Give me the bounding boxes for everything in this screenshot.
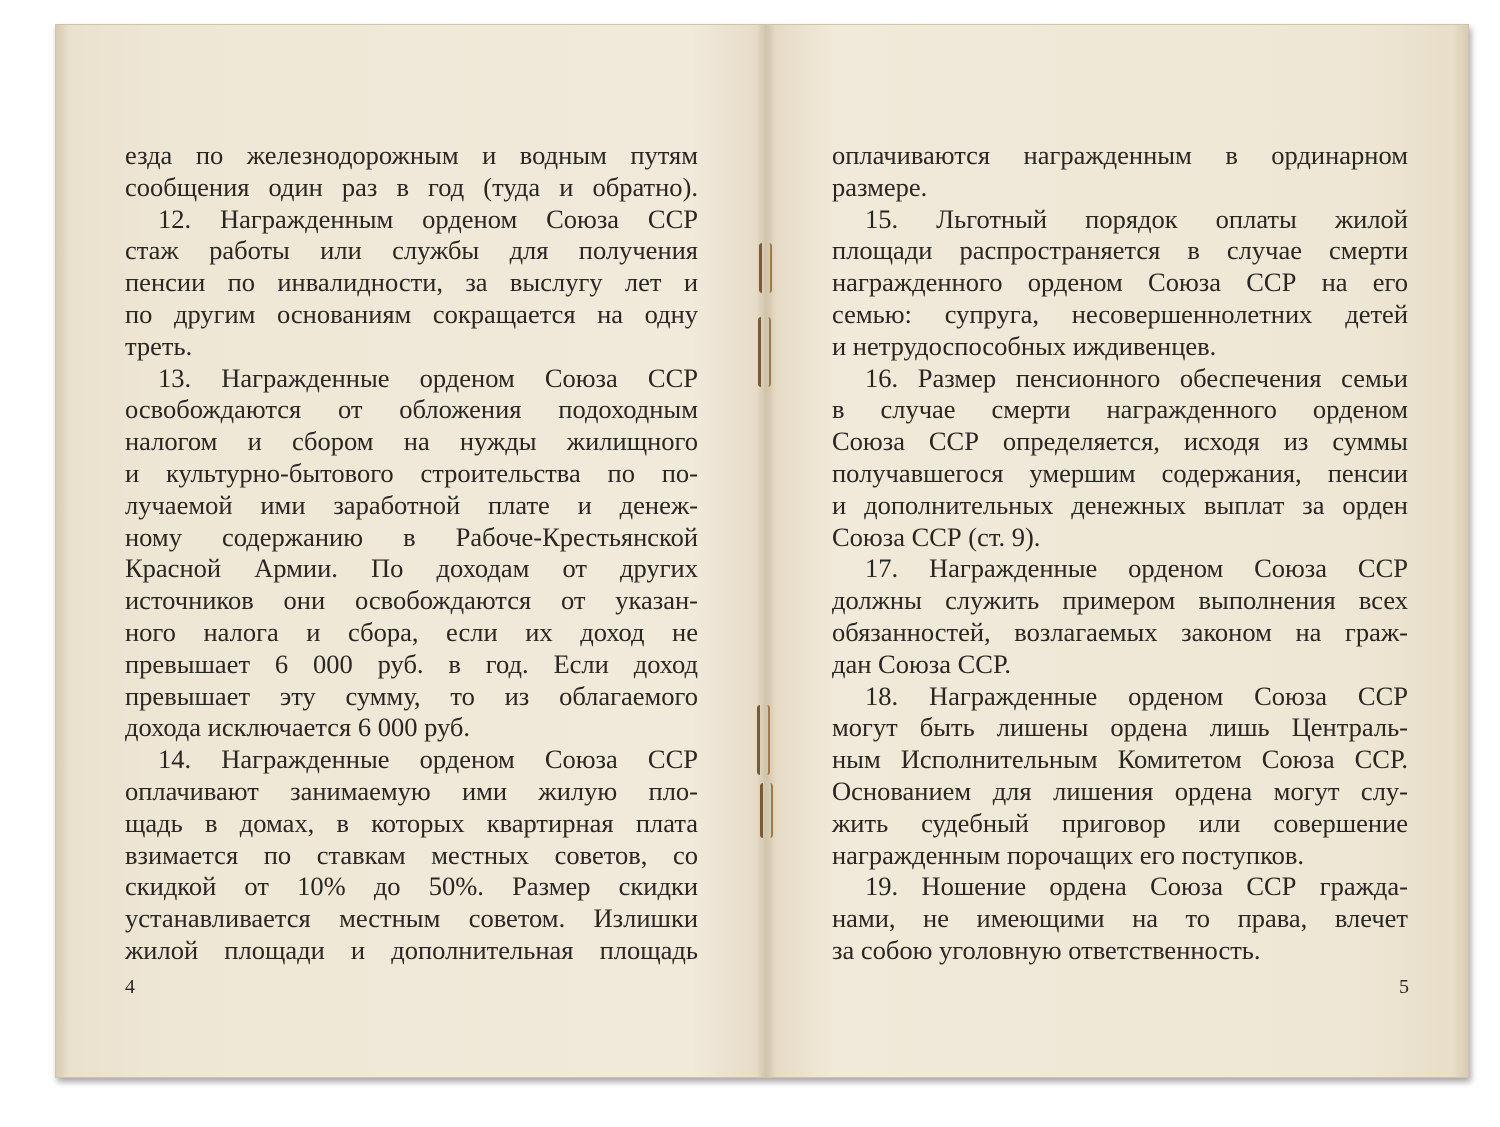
text-line-left: и культурно-бытового строительства по по- (125, 458, 698, 488)
text-line-left: езда по железнодорожным и водным путям (125, 140, 698, 170)
text-line-left: лучаемой ими заработной плате и денеж- (125, 489, 698, 520)
text-line-right: могут быть лишены ордена лишь Централь- (832, 712, 1408, 743)
text-line-right: семью: супруга, несовершеннолетних детей (832, 299, 1408, 329)
text-line-right: оплачиваются награжденным в ординарном (832, 140, 1408, 170)
text-line-left: Красной Армии. По доходам от других (125, 553, 698, 584)
staple (760, 783, 773, 838)
text-line-right: награжденного орденом Союза ССР на его (832, 267, 1408, 298)
text-line-left: налогом и сбором на нужды жилищного (125, 426, 698, 457)
text-line-left: жилой площади и дополнительная площадь (125, 935, 698, 965)
text-line-left: пенсии по инвалидности, за выслугу лет и (125, 267, 698, 298)
text-line-right: Союза ССР (ст. 9). (832, 521, 1041, 552)
text-line-left: освобождаются от обложения подоходным (125, 394, 698, 425)
text-line-right: Союза ССР определяется, исходя из суммы (832, 426, 1408, 457)
text-line-right: награжденным порочащих его поступков. (832, 839, 1305, 870)
text-line-right: нами, не имеющими на то права, влечет (832, 903, 1408, 934)
text-line-right: дан Союза ССР. (832, 648, 1012, 679)
text-line-right: в случае смерти награжденного орденом (832, 394, 1408, 425)
text-line-right: площади распространяется в случае смерти (832, 235, 1408, 266)
text-line-right: и нетрудоспособных иждивенцев. (832, 330, 1217, 361)
text-line-left: взимается по ставкам местных советов, со (125, 839, 698, 870)
text-line-left: по другим основаниям сокращается на одну (125, 299, 698, 329)
booklet-spine (756, 25, 776, 1077)
text-line-right: Основанием для лишения ордена могут слу- (832, 776, 1408, 806)
text-line-left: сообщения один раз в год (туда и обратно). (125, 171, 698, 202)
text-line-left: 13. Награжденные орденом Союза ССР (158, 362, 698, 393)
text-line-left: стаж работы или службы для получения (125, 235, 698, 266)
text-line-left: 12. Награжденным орденом Союза ССР (158, 203, 698, 234)
text-line-left: дохода исключается 6 000 руб. (125, 712, 470, 743)
text-line-right: 16. Размер пенсионного обеспечения семьи (865, 362, 1408, 393)
left-page-edge (56, 25, 70, 1077)
right-page-edge (1454, 25, 1468, 1077)
page-number-right: 5 (1399, 976, 1409, 998)
text-line-right: и дополнительных денежных выплат за орден (832, 489, 1408, 520)
text-line-right: 17. Награжденные орденом Союза ССР (865, 553, 1408, 584)
text-line-right: ным Исполнительным Комитетом Союза ССР. (832, 744, 1408, 775)
text-line-left: 14. Награжденные орденом Союза ССР (158, 744, 698, 775)
staple (757, 705, 770, 775)
text-line-right: 19. Ношение ордена Союза ССР гражда- (865, 871, 1408, 902)
staple (759, 243, 772, 293)
text-line-left: щадь в домах, в которых квартирная плата (125, 807, 698, 838)
text-line-right: 15. Льготный порядок оплаты жилой (865, 203, 1408, 234)
text-line-right: 18. Награжденные орденом Союза ССР (865, 680, 1408, 711)
text-line-right: получавшегося умершим содержания, пенсии (832, 458, 1408, 488)
text-line-right: за собою уголовную ответственность. (832, 935, 1261, 965)
text-line-left: оплачивают занимаемую ими жилую пло- (125, 776, 698, 806)
text-line-left: ного налога и сбора, если их доход не (125, 617, 698, 647)
text-line-right: жить судебный приговор или совершение (832, 807, 1408, 838)
text-line-left: источников они освобождаются от указан- (125, 585, 698, 616)
text-line-left: устанавливается местным советом. Излишки (125, 903, 698, 934)
text-line-left: скидкой от 10% до 50%. Размер скидки (125, 871, 698, 902)
staple (758, 317, 771, 387)
text-line-right: размере. (832, 171, 928, 202)
text-line-left: треть. (125, 330, 193, 361)
text-line-right: должны служить примером выполнения всех (832, 585, 1408, 616)
text-line-left: превышает 6 000 руб. в год. Если доход (125, 648, 698, 679)
text-line-left: превышает эту сумму, то из облагаемого (125, 680, 698, 711)
text-line-right: обязанностей, возлагаемых законом на граж- (832, 617, 1408, 647)
page-number-left: 4 (125, 976, 135, 998)
text-line-left: ному содержанию в Рабоче-Крестьянской (125, 521, 698, 552)
